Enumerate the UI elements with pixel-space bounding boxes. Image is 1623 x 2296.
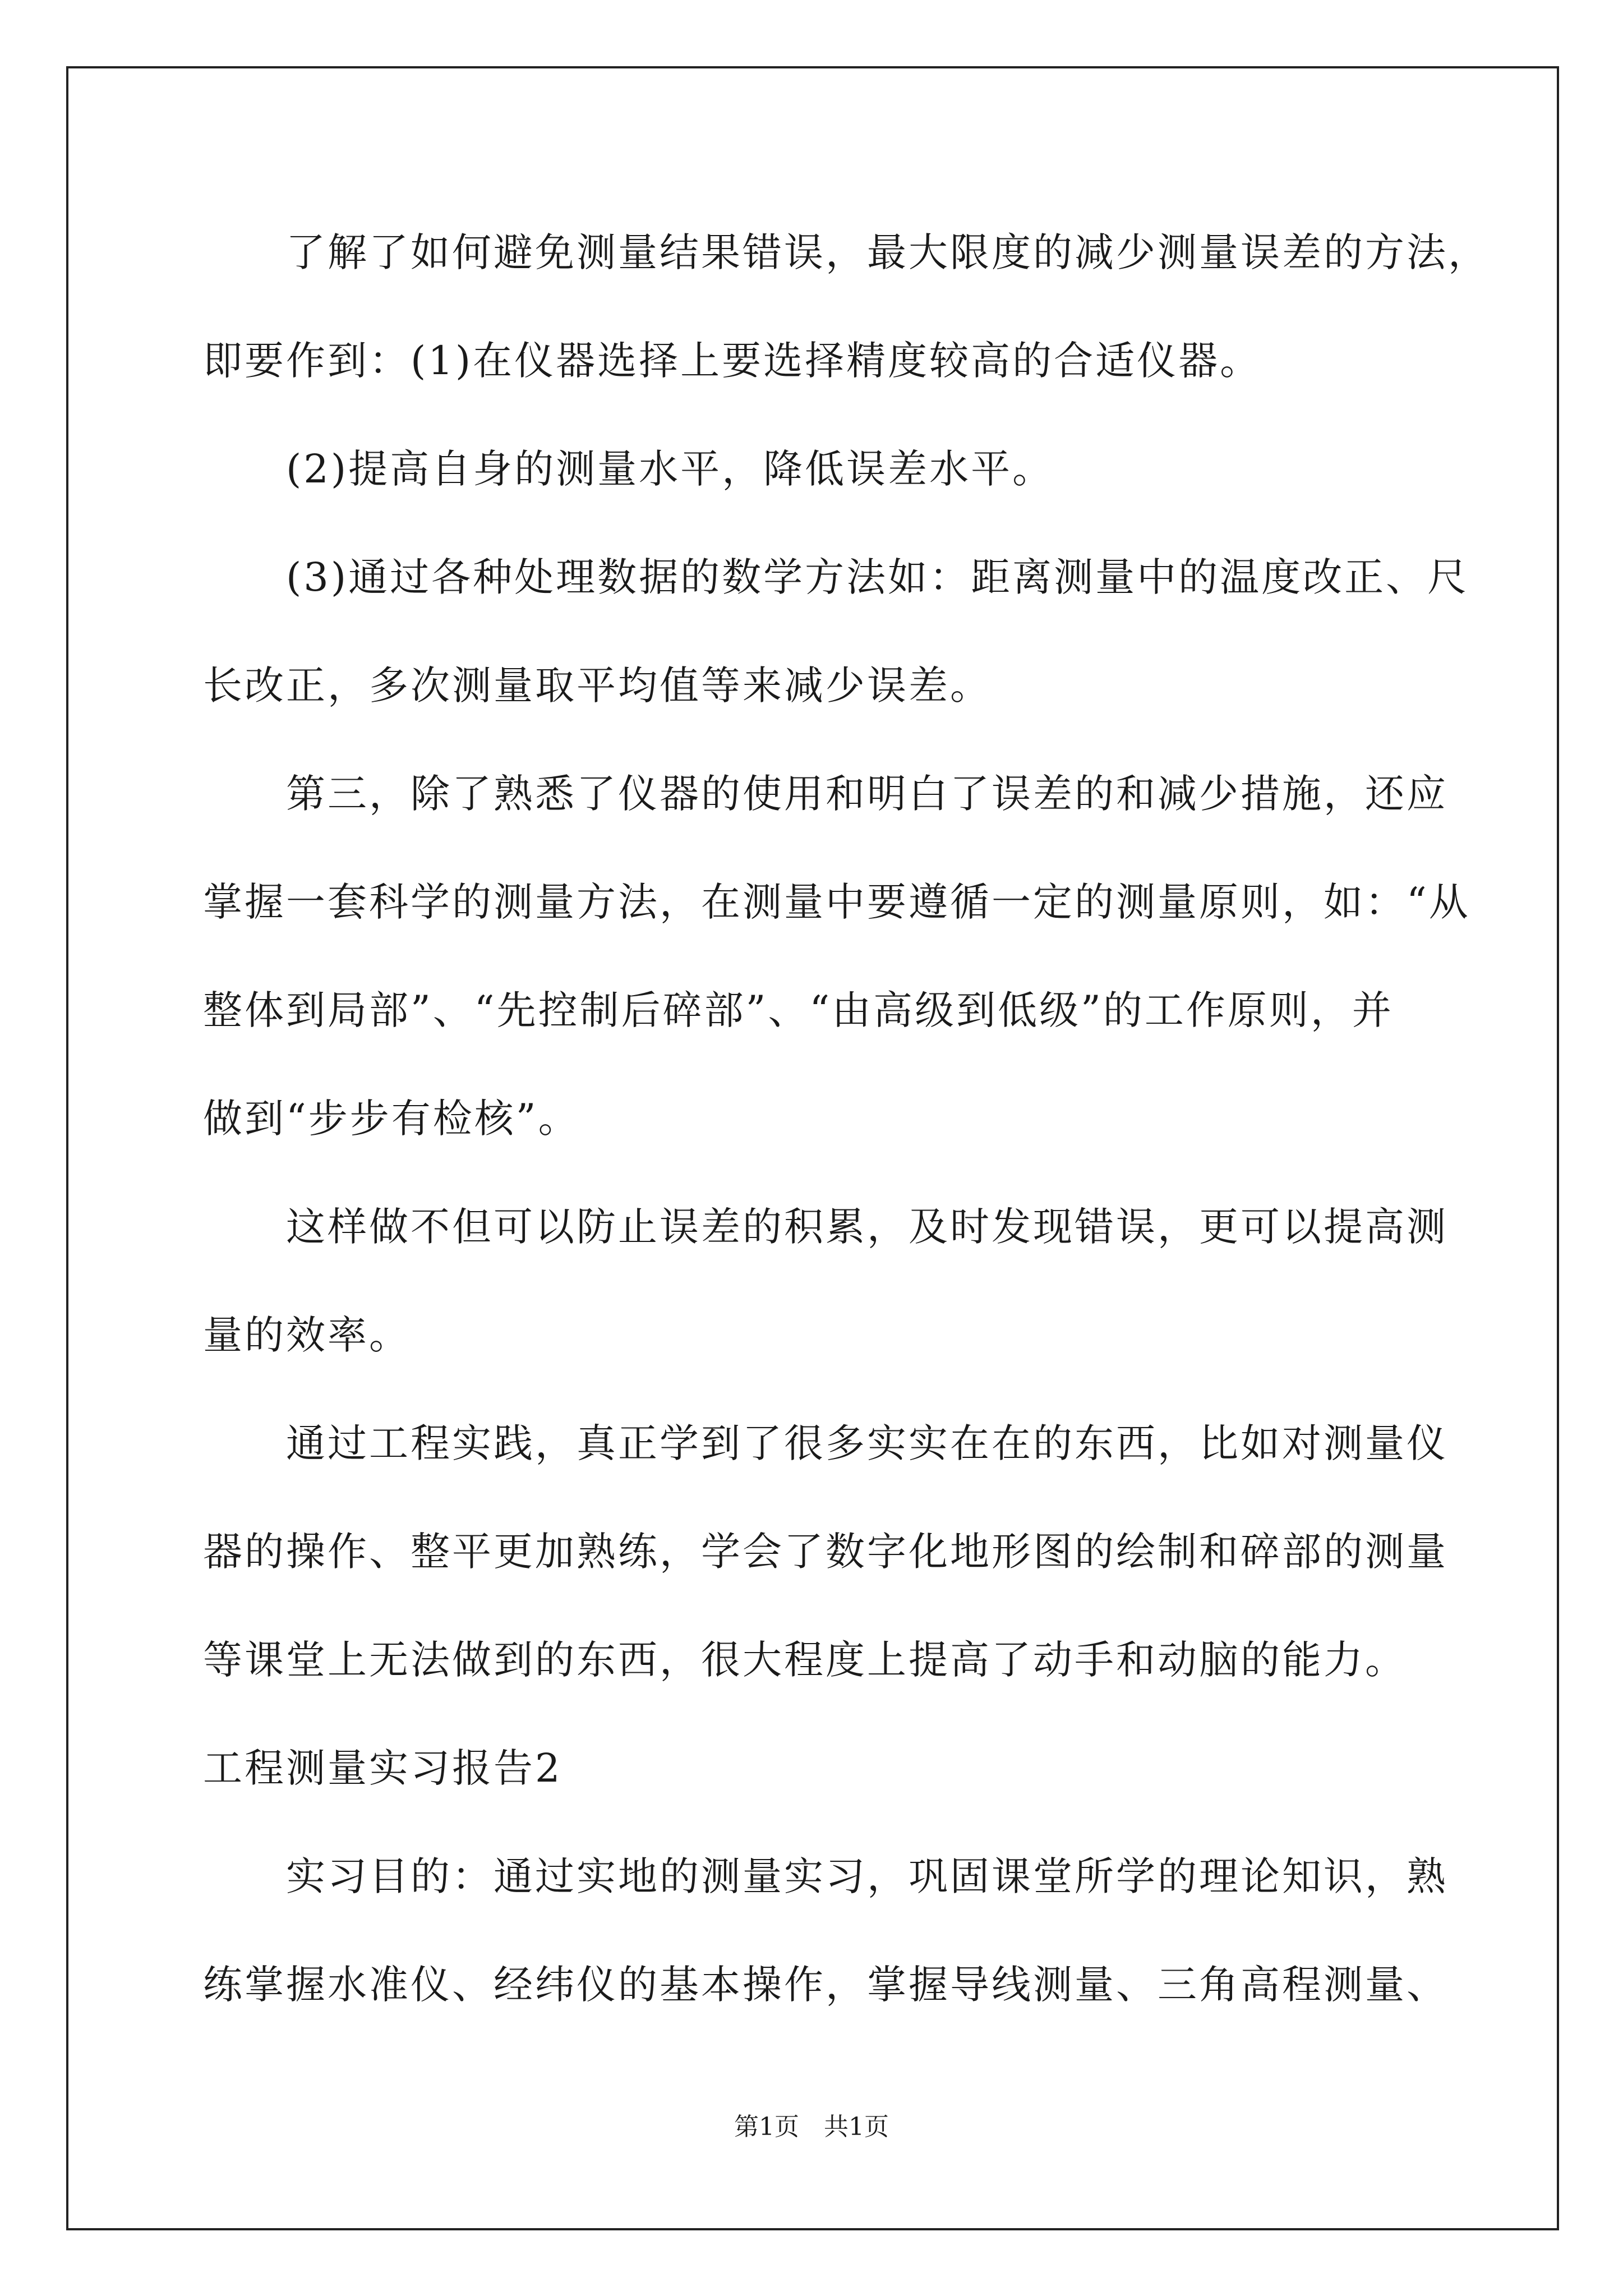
- paragraph-line: 这样做不但可以防止误差的积累，及时发现错误，更可以提高测: [286, 1204, 1448, 1250]
- paragraph-line: 等课堂上无法做到的东西，很大程度上提高了动手和动脑的能力。: [203, 1637, 1407, 1683]
- section-heading: 工程测量实习报告2: [203, 1745, 562, 1791]
- paragraph-line: 实习目的：通过实地的测量实习，巩固课堂所学的理论知识，熟: [286, 1853, 1448, 1899]
- page-border: [66, 66, 1559, 2230]
- paragraph-line: 通过工程实践，真正学到了很多实实在在的东西，比如对测量仪: [286, 1420, 1448, 1466]
- paragraph-line: 整体到局部”、“先控制后碎部”、“由高级到低级”的工作原则，并: [203, 987, 1394, 1033]
- paragraph-line: 掌握一套科学的测量方法，在测量中要遵循一定的测量原则，如：“从: [203, 879, 1470, 925]
- paragraph-line: (3)通过各种处理数据的数学方法如：距离测量中的温度改正、尺: [286, 554, 1469, 600]
- paragraph-line: 第三，除了熟悉了仪器的使用和明白了误差的和减少措施，还应: [286, 771, 1448, 817]
- paragraph-line: 量的效率。: [203, 1312, 411, 1358]
- page-number-footer: 第1页 共1页: [734, 2113, 889, 2141]
- paragraph-line: 长改正，多次测量取平均值等来减少误差。: [203, 662, 992, 708]
- paragraph-line: 了解了如何避免测量结果错误，最大限度的减少测量误差的方法，: [286, 229, 1490, 275]
- paragraph-line: (2)提高自身的测量水平，降低误差水平。: [286, 446, 1054, 492]
- paragraph-line: 即要作到：(1)在仪器选择上要选择精度较高的合适仪器。: [203, 338, 1262, 384]
- paragraph-line: 做到“步步有检核”。: [203, 1096, 580, 1142]
- paragraph-line: 练掌握水准仪、经纬仪的基本操作，掌握导线测量、三角高程测量、: [203, 1962, 1448, 2008]
- paragraph-line: 器的操作、整平更加熟练，学会了数字化地形图的绘制和碎部的测量: [203, 1529, 1448, 1575]
